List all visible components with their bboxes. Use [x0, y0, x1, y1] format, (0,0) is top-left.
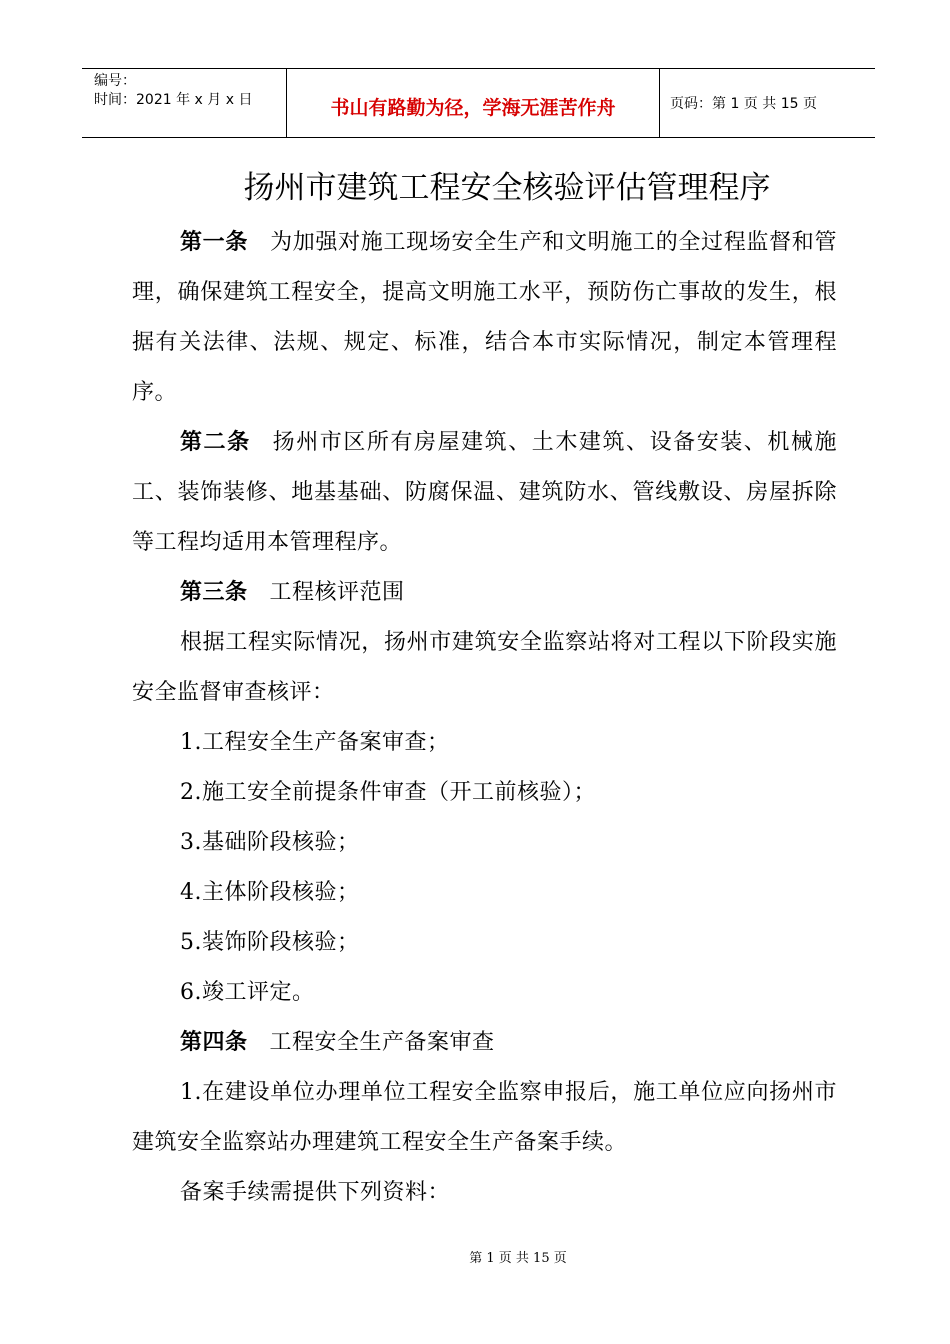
document-number-label: 编号： — [94, 73, 136, 89]
document-title: 扬州市建筑工程安全核验评估管理程序 — [243, 170, 771, 206]
paragraph-text: 备案手续需提供下列资料： — [180, 1180, 451, 1205]
list-item-text: 3.基础阶段核验； — [180, 830, 360, 855]
list-item — [132, 918, 837, 968]
paragraph — [132, 1068, 837, 1168]
document-time-label: 时间：2021 年 x 月 x 日 — [94, 92, 253, 108]
list-item-text: 6.竣工评定。 — [180, 980, 315, 1005]
list-item — [132, 818, 837, 868]
header-motto: 书山有路勤为径，学海无涯苦作舟 — [330, 97, 616, 119]
paragraph-text: 根据工程实际情况，扬州市建筑安全监察站将对工程以下阶段实施安全监督审查核评： — [132, 630, 837, 705]
article-1 — [132, 218, 837, 418]
article-label: 第一条 — [180, 230, 249, 255]
article-text: 为加强对施工现场安全生产和文明施工的全过程监督和管理，确保建筑工程安全，提高文明施工水平，预防伤亡事故的发生，根据有关法律、法规、规定、标准，结合本市实际情况，制定本管理程序。 — [132, 230, 837, 405]
header-page-cell — [660, 69, 875, 137]
header-left-cell — [82, 69, 287, 137]
header-page-info: 页码：第 1 页 共 15 页 — [670, 96, 817, 112]
list-item-text: 4.主体阶段核验； — [180, 880, 360, 905]
header-table — [82, 68, 875, 138]
list-item — [132, 718, 837, 768]
article-2 — [132, 418, 837, 568]
article-label: 第三条 — [180, 580, 248, 605]
paragraph — [132, 618, 837, 718]
article-label: 第二条 — [180, 430, 251, 455]
header-motto-cell — [287, 69, 660, 137]
paragraph — [132, 1168, 837, 1218]
list-item-text: 2.施工安全前提条件审查（开工前核验）； — [180, 780, 596, 805]
list-item-text: 1.工程安全生产备案审查； — [180, 730, 450, 755]
list-item — [132, 968, 837, 1018]
list-item-text: 5.装饰阶段核验； — [180, 930, 360, 955]
list-item — [132, 768, 837, 818]
article-text: 扬州市区所有房屋建筑、土木建筑、设备安装、机械施工、装饰装修、地基基础、防腐保温、建筑防水、管线敷设、房屋拆除等工程均适用本管理程序。 — [132, 430, 837, 555]
article-label: 第四条 — [180, 1030, 248, 1055]
paragraph-text: 1.在建设单位办理单位工程安全监察申报后，施工单位应向扬州市建筑安全监察站办理建筑工程安全生产备案手续。 — [132, 1080, 837, 1155]
page-footer: 第 1 页 共 15 页 — [469, 1251, 567, 1266]
article-4 — [132, 1018, 837, 1068]
article-3 — [132, 568, 837, 618]
list-item — [132, 868, 837, 918]
article-text: 工程核评范围 — [269, 580, 405, 605]
document-body — [132, 218, 837, 1218]
article-text: 工程安全生产备案审查 — [269, 1030, 495, 1055]
